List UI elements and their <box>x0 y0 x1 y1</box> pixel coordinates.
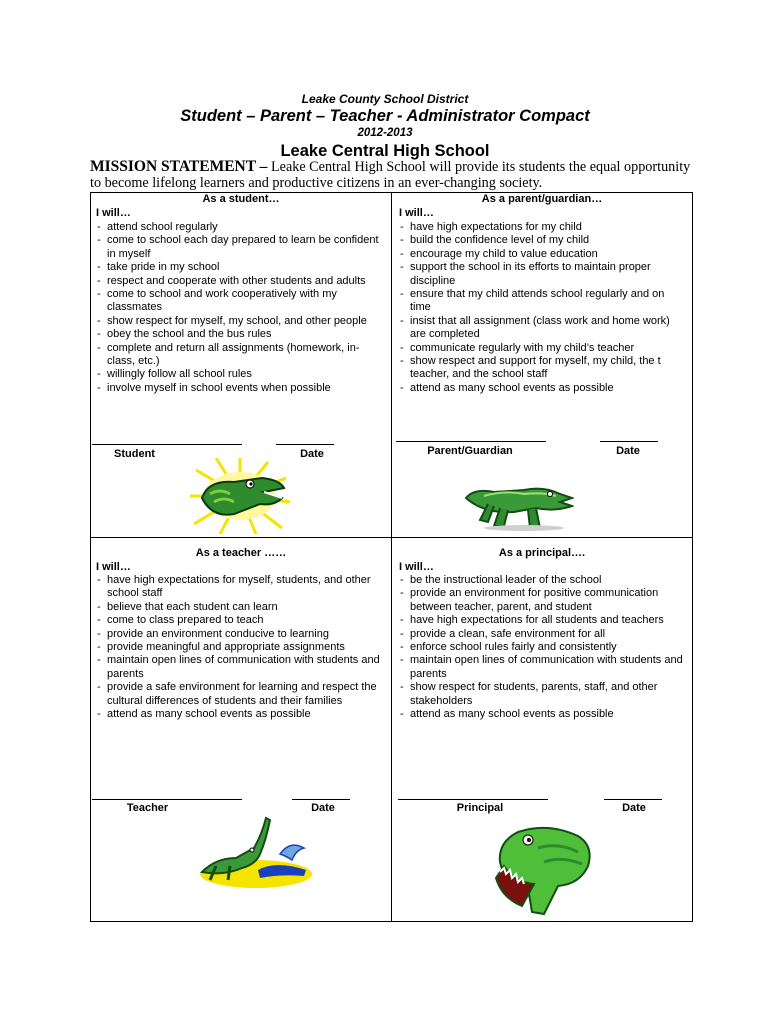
list-item: - attend as many school events as possible <box>96 708 386 721</box>
list-item: - complete and return all assignments (homework, in-class, etc.) <box>96 342 382 369</box>
student-signature-label: Student <box>114 448 155 460</box>
district-name: Leake County School District <box>301 92 469 106</box>
parent-heading: As a parent/guardian… <box>481 193 603 205</box>
list-item: - encourage my child to value education <box>399 248 685 261</box>
principal-signature-label: Principal <box>456 802 504 814</box>
list-item: - respect and cooperate with other students and adults <box>96 275 382 288</box>
list-item: - build the confidence level of my child <box>399 234 685 247</box>
parent-signature-line[interactable] <box>396 441 546 442</box>
teacher-date-label: Date <box>311 802 335 814</box>
student-heading: As a student… <box>202 193 280 205</box>
walking-gator-clipart <box>464 468 574 532</box>
list-item: - show respect for myself, my school, and other people <box>96 315 382 328</box>
list-item: - come to school each day prepared to learn be confident in myself <box>96 234 382 261</box>
list-item: - involve myself in school events when possible <box>96 382 382 395</box>
mission-label: MISSION STATEMENT – <box>90 158 268 175</box>
school-year: 2012-2013 <box>357 127 413 139</box>
list-item: - be the instructional leader of the school <box>399 574 691 587</box>
list-item: - provide a safe environment for learning and respect the cultural differences of students and their families <box>96 681 386 708</box>
list-item: - come to class prepared to teach <box>96 614 386 627</box>
parent-list <box>399 221 685 395</box>
list-item: - provide a clean, safe environment for all <box>399 628 691 641</box>
gator-sun-clipart <box>190 458 290 534</box>
list-item: - have high expectations for myself, students, and other school staff <box>96 574 386 601</box>
teacher-signature-line[interactable] <box>92 799 242 800</box>
list-item: - have high expectations for all students and teachers <box>399 614 691 627</box>
principal-list <box>399 574 691 721</box>
document-title: Student – Parent – Teacher - Administrator Compact <box>180 107 590 125</box>
list-item: - show respect for students, parents, staff, and other stakeholders <box>399 681 691 708</box>
principal-lead: I will… <box>399 561 434 573</box>
teacher-date-line[interactable] <box>292 799 350 800</box>
parent-signature-label: Parent/Guardian <box>427 445 513 457</box>
list-item: - attend as many school events as possible <box>399 708 691 721</box>
teacher-lead: I will… <box>96 561 131 573</box>
list-item: - enforce school rules fairly and consistently <box>399 641 691 654</box>
parent-date-label: Date <box>616 445 640 457</box>
list-item: - provide an environment for positive communication between teacher, parent, and student <box>399 587 691 614</box>
table-horizontal-divider <box>90 537 693 538</box>
parent-date-line[interactable] <box>600 441 658 442</box>
list-item: - maintain open lines of communication with students and parents <box>399 654 691 681</box>
student-date-line[interactable] <box>276 444 334 445</box>
parent-lead: I will… <box>399 207 434 219</box>
list-item: - believe that each student can learn <box>96 601 386 614</box>
list-item: - take pride in my school <box>96 261 382 274</box>
list-item: - provide an environment conducive to learning <box>96 628 386 641</box>
teacher-heading: As a teacher …… <box>195 547 287 559</box>
student-signature-line[interactable] <box>92 444 242 445</box>
list-item: - maintain open lines of communication with students and parents <box>96 654 386 681</box>
list-item: - support the school in its efforts to maintain proper discipline <box>399 261 685 288</box>
teacher-list <box>96 574 386 721</box>
roaring-gator-clipart <box>488 822 598 918</box>
list-item: - attend as many school events as possible <box>399 382 685 395</box>
list-item: - come to school and work cooperatively with my classmates <box>96 288 382 315</box>
list-item: - willingly follow all school rules <box>96 368 382 381</box>
mission-statement <box>90 159 700 191</box>
list-item: - have high expectations for my child <box>399 221 685 234</box>
principal-date-line[interactable] <box>604 799 662 800</box>
list-item: - obey the school and the bus rules <box>96 328 382 341</box>
gator-dolphin-clipart <box>196 814 314 892</box>
student-date-label: Date <box>300 448 324 460</box>
principal-signature-line[interactable] <box>398 799 548 800</box>
school-name: Leake Central High School <box>280 142 490 160</box>
list-item: - ensure that my child attends school regularly and on time <box>399 288 685 315</box>
student-list <box>96 221 382 395</box>
mission-text: Leake Central High School will provide its students the equal opportunity to become lifelong learners and productive citizens in an ever-changing society. <box>90 159 691 191</box>
principal-date-label: Date <box>622 802 646 814</box>
list-item: - insist that all assignment (class work and home work) are completed <box>399 315 685 342</box>
list-item: - show respect and support for myself, my child, the t teacher, and the school staff <box>399 355 685 382</box>
list-item: - provide meaningful and appropriate assignments <box>96 641 386 654</box>
student-lead: I will… <box>96 207 131 219</box>
teacher-signature-label: Teacher <box>126 802 169 814</box>
principal-heading: As a principal…. <box>498 547 586 559</box>
list-item: - attend school regularly <box>96 221 382 234</box>
list-item: - communicate regularly with my child’s teacher <box>399 342 685 355</box>
